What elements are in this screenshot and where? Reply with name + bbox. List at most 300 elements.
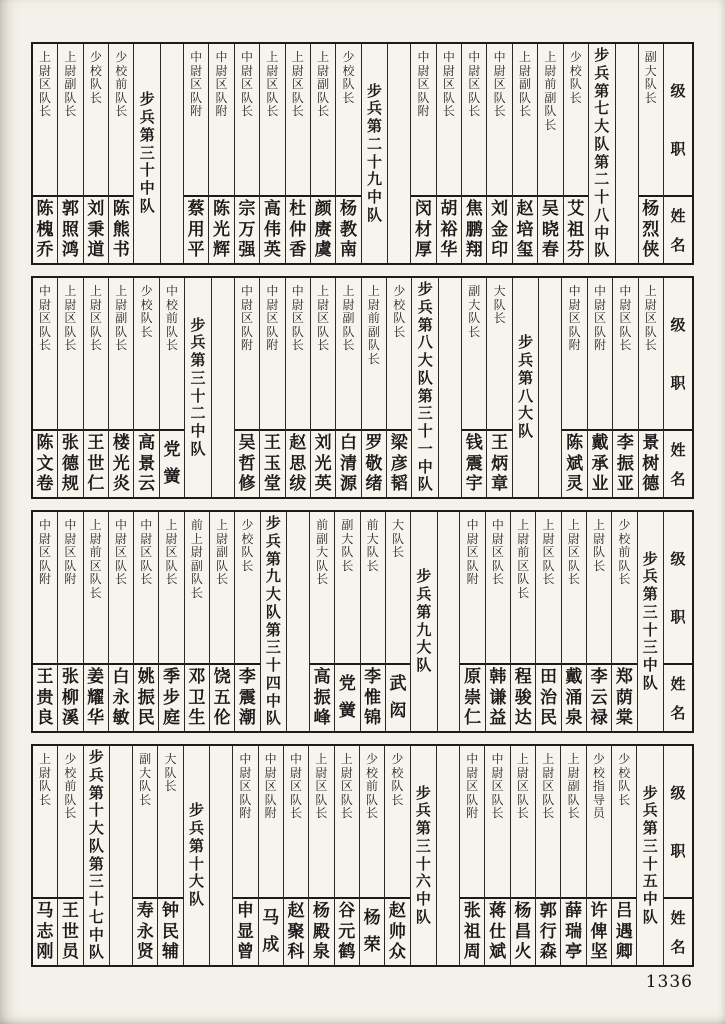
glyph: 区: [89, 311, 102, 326]
glyph: 郑: [615, 667, 633, 688]
glyph: 承: [591, 453, 609, 474]
glyph: 长: [190, 585, 203, 600]
officer-column: [33, 746, 57, 965]
glyph: 步: [642, 549, 658, 568]
glyph: 闵: [414, 199, 432, 220]
glyph: 附: [215, 104, 228, 119]
rank-cell: [235, 44, 259, 195]
glyph: 校: [592, 765, 605, 780]
glyph: 长: [317, 338, 330, 353]
glyph: 陈: [112, 199, 130, 220]
glyph: 区: [542, 545, 555, 560]
unit-title-cell: [411, 512, 437, 731]
glyph: 长: [366, 558, 379, 573]
officer-column: [259, 278, 284, 497]
glyph: 前: [64, 779, 77, 794]
glyph: 长: [342, 338, 355, 353]
glyph: 队: [517, 572, 530, 587]
name-cell: [361, 663, 385, 731]
glyph: 宇: [465, 473, 483, 494]
glyph: 区: [64, 545, 77, 560]
rank-cell: [310, 512, 334, 663]
glyph: 中: [266, 284, 279, 298]
glyph: 辉: [213, 239, 231, 260]
glyph: 薛: [565, 901, 583, 922]
glyph: 玉: [263, 453, 281, 474]
glyph: 宗: [238, 199, 256, 220]
glyph: 附: [264, 806, 277, 821]
glyph: 中: [568, 284, 581, 298]
glyph: 队: [642, 907, 658, 926]
spacer-column: [160, 44, 183, 263]
glyph: 彦: [390, 453, 408, 474]
glyph: 光: [112, 453, 130, 474]
glyph: 上: [644, 284, 657, 298]
name-cell: [386, 663, 410, 731]
name-cell: [58, 429, 82, 497]
name-cell: [209, 195, 233, 263]
glyph: 大: [164, 752, 177, 766]
unit-title-cell: [589, 44, 615, 263]
glyph: 荫: [615, 687, 633, 708]
name-cell: [260, 429, 284, 497]
name-cell: [487, 195, 511, 263]
glyph: 副: [317, 77, 330, 92]
unit-title-column: [361, 44, 388, 263]
glyph: 步: [367, 81, 383, 100]
glyph: 兵: [188, 819, 204, 837]
glyph: 队: [39, 779, 52, 794]
unit-title-column: [411, 278, 438, 497]
glyph: 队: [64, 558, 77, 573]
roster-band: [31, 510, 694, 733]
glyph: 七: [594, 99, 610, 118]
glyph: 校: [618, 531, 631, 546]
name-cell: [33, 897, 57, 965]
glyph: 光: [213, 219, 231, 240]
glyph: 颜: [314, 199, 332, 220]
glyph: 赵: [516, 199, 534, 220]
glyph: 副: [544, 90, 557, 105]
rank-cell: [233, 746, 257, 897]
glyph: 振: [137, 687, 155, 708]
name-cell: [109, 429, 133, 497]
glyph: 中: [491, 518, 504, 532]
glyph: 陈: [36, 199, 54, 220]
name-cell: [335, 897, 359, 965]
rank-cell: [538, 44, 562, 195]
glyph: 附: [190, 104, 203, 119]
glyph: 程: [514, 667, 532, 688]
glyph: 春: [541, 239, 559, 260]
glyph: 尉: [466, 531, 479, 546]
glyph: 中: [39, 284, 52, 298]
glyph: 队: [567, 792, 580, 807]
glyph: 上: [567, 518, 580, 532]
officer-column: [108, 512, 133, 731]
officer-column: [535, 746, 560, 965]
glyph: 长: [567, 572, 580, 587]
glyph: 长: [164, 779, 177, 794]
glyph: 尉: [39, 63, 52, 78]
glyph: 前: [367, 311, 380, 326]
name-cell: [485, 897, 509, 965]
glyph: 队: [64, 792, 77, 807]
name-cell: [587, 663, 611, 731]
glyph: 上: [519, 50, 532, 64]
glyph: 副: [139, 752, 152, 766]
rank-cell: [84, 44, 108, 195]
officer-column: [386, 278, 411, 497]
glyph: 区: [317, 311, 330, 326]
glyph: 材: [414, 219, 432, 240]
officer-column: [385, 512, 410, 731]
name-cell: [286, 195, 310, 263]
glyph: 队: [165, 558, 178, 573]
glyph: 大: [188, 872, 204, 891]
name-cell: [58, 663, 82, 731]
glyph: 尉: [593, 531, 606, 546]
glyph: 元: [338, 921, 356, 942]
glyph: 业: [591, 473, 609, 494]
glyph: 思: [289, 453, 307, 474]
glyph: 校: [366, 765, 379, 780]
glyph: 赵: [289, 433, 307, 454]
glyph: 火: [514, 941, 532, 962]
glyph: 仁: [464, 707, 482, 728]
glyph: 区: [290, 779, 303, 794]
glyph: 许: [590, 901, 608, 922]
glyph: 庭: [163, 707, 181, 728]
rank-cell: [58, 44, 82, 195]
rank-cell: [587, 746, 611, 897]
rank-cell: [485, 746, 509, 897]
glyph: 源: [340, 473, 357, 494]
glyph: 亚: [616, 473, 634, 494]
glyph: 队: [468, 311, 481, 326]
glyph: 长: [165, 338, 178, 353]
glyph: 杨: [642, 199, 660, 220]
glyph: 长: [593, 558, 606, 573]
rank-cell: [536, 746, 560, 897]
officer-column: [132, 746, 157, 965]
glyph: 三: [139, 143, 155, 162]
glyph: 十: [88, 801, 104, 820]
unit-title-cell: [637, 746, 663, 965]
glyph: 队: [466, 792, 479, 807]
name-cell: [33, 195, 57, 263]
glyph: 长: [316, 572, 329, 587]
glyph: 尉: [64, 297, 77, 312]
officer-column: [459, 746, 484, 965]
glyph: 乔: [36, 239, 54, 260]
officer-column: [461, 44, 486, 263]
unit-title-cell: [134, 44, 160, 263]
officer-column: [57, 746, 82, 965]
rank-cell: [361, 512, 385, 663]
unit-title-cell: [185, 278, 211, 497]
glyph: 少: [569, 50, 582, 64]
name-cell: [639, 195, 663, 263]
unit-title-column: [133, 44, 160, 263]
glyph: 王: [263, 433, 281, 454]
glyph: 中: [139, 179, 155, 198]
glyph: 英: [263, 239, 281, 260]
rank-cell: [335, 512, 359, 663]
glyph: 名: [670, 704, 686, 723]
glyph: 名: [670, 470, 686, 489]
glyph: 第: [416, 602, 432, 621]
glyph: 队: [393, 311, 406, 326]
officer-column: [485, 512, 510, 731]
name-cell: [109, 663, 133, 731]
glyph: 尉: [517, 531, 530, 546]
name-cell: [613, 429, 637, 497]
glyph: 队: [544, 104, 557, 119]
glyph: 教: [340, 219, 357, 240]
glyph: 刘: [314, 433, 332, 454]
glyph: 中: [190, 422, 206, 440]
glyph: 附: [417, 104, 430, 119]
glyph: 中: [64, 518, 77, 532]
glyph: 梁: [390, 433, 408, 454]
glyph: 中: [642, 890, 658, 908]
glyph: 队: [240, 324, 253, 339]
glyph: 区: [39, 311, 52, 326]
glyph: 队: [216, 558, 229, 573]
glyph: 香: [289, 239, 307, 260]
glyph: 尉: [542, 765, 555, 780]
glyph: 校: [140, 297, 153, 312]
glyph: 仕: [489, 921, 507, 942]
glyph: 中: [442, 50, 455, 64]
officer-column: [158, 512, 183, 731]
name-header-cell: [664, 195, 692, 263]
glyph: 队: [491, 558, 504, 573]
glyph: 第: [642, 819, 658, 837]
glyph: 谦: [489, 687, 507, 708]
glyph: 高: [138, 433, 156, 454]
rank-cell: [260, 278, 284, 429]
glyph: 尉: [240, 297, 253, 312]
glyph: 尉: [64, 531, 77, 546]
header-column: [663, 44, 692, 263]
glyph: 尉: [264, 765, 277, 780]
glyph: 尉: [266, 297, 279, 312]
glyph: 尉: [417, 63, 430, 78]
spacer-column: [109, 746, 132, 965]
glyph: 前: [165, 311, 178, 326]
unit-title-column: [183, 746, 210, 965]
glyph: 尉: [114, 531, 127, 546]
rank-cell: [33, 278, 57, 429]
officer-column: [57, 512, 82, 731]
rank-cell: [134, 512, 158, 663]
name-cell: [159, 663, 183, 731]
glyph: 戴: [591, 433, 609, 454]
glyph: 厚: [414, 239, 432, 260]
officer-column: [486, 278, 511, 497]
glyph: 谷: [338, 901, 356, 922]
glyph: 副: [468, 284, 481, 298]
glyph: 队: [89, 572, 102, 587]
glyph: 第: [88, 783, 104, 802]
glyph: 长: [542, 572, 555, 587]
name-cell: [462, 195, 486, 263]
glyph: 上: [567, 752, 580, 766]
glyph: 柳: [61, 687, 79, 708]
glyph: 上: [64, 50, 77, 64]
name-cell: [133, 897, 157, 965]
glyph: 队: [88, 836, 104, 855]
glyph: 长: [567, 806, 580, 821]
glyph: 区: [114, 545, 127, 560]
glyph: 队: [64, 324, 77, 339]
glyph: 员: [61, 941, 79, 962]
name-cell: [360, 897, 384, 965]
glyph: 胡: [440, 199, 458, 220]
glyph: 导: [592, 792, 605, 807]
glyph: 尉: [342, 297, 355, 312]
glyph: 队: [115, 324, 128, 339]
glyph: 第: [594, 81, 610, 100]
name-cell: [612, 897, 636, 965]
glyph: 大: [265, 585, 281, 603]
glyph: 队: [190, 572, 203, 587]
glyph: 中: [417, 457, 433, 476]
glyph: 校: [391, 765, 404, 780]
glyph: 步: [190, 315, 206, 334]
glyph: 尉: [593, 297, 606, 312]
glyph: 队: [569, 77, 582, 92]
rank-cell: [639, 278, 663, 429]
glyph: 前: [316, 518, 329, 532]
glyph: 绂: [289, 473, 307, 494]
glyph: 上: [544, 50, 557, 64]
glyph: 长: [618, 792, 631, 807]
spacer-column: [615, 44, 638, 263]
glyph: 队: [342, 324, 355, 339]
officer-column: [310, 44, 335, 263]
name-cell: [562, 663, 586, 731]
name-cell: [134, 429, 158, 497]
glyph: 李: [616, 433, 634, 454]
name-cell: [286, 429, 310, 497]
glyph: 上: [342, 284, 355, 298]
officer-column: [535, 512, 560, 731]
glyph: 长: [544, 117, 557, 132]
glyph: 李: [590, 667, 608, 688]
glyph: 职: [670, 607, 686, 626]
glyph: 钱: [465, 433, 483, 454]
glyph: 队: [239, 792, 252, 807]
glyph: 尉: [340, 765, 353, 780]
unit-title-cell: [261, 512, 287, 731]
rank-header-cell: [664, 278, 692, 429]
glyph: 金: [491, 219, 509, 240]
glyph: 校: [342, 63, 355, 78]
glyph: 三: [265, 638, 281, 657]
unit-title-column: [410, 746, 437, 965]
glyph: 上: [64, 284, 77, 298]
glyph: 队: [39, 324, 52, 339]
glyph: 尉: [491, 531, 504, 546]
officer-column: [183, 44, 208, 263]
glyph: 区: [291, 311, 304, 326]
glyph: 仲: [289, 219, 307, 240]
glyph: 炎: [112, 473, 130, 494]
glyph: 长: [493, 104, 506, 119]
glyph: 少: [393, 284, 406, 298]
glyph: 大: [468, 297, 481, 312]
glyph: 陈: [213, 199, 231, 220]
rank-cell: [639, 44, 663, 195]
glyph: 级: [670, 316, 686, 335]
glyph: 队: [593, 545, 606, 560]
glyph: 第: [188, 836, 204, 855]
glyph: 队: [316, 558, 329, 573]
glyph: 队: [417, 90, 430, 105]
rank-cell: [311, 278, 335, 429]
glyph: 德: [61, 453, 79, 474]
glyph: 第: [642, 585, 658, 603]
glyph: 区: [493, 77, 506, 92]
glyph: 上: [317, 284, 330, 298]
glyph: 敬: [365, 453, 383, 474]
name-cell: [639, 429, 663, 497]
glyph: 韩: [489, 667, 507, 688]
glyph: 长: [39, 338, 52, 353]
glyph: 震: [465, 453, 483, 474]
glyph: 队: [519, 90, 532, 105]
glyph: 长: [391, 545, 404, 560]
rank-cell: [58, 746, 82, 897]
glyph: 步: [415, 783, 431, 802]
officer-column: [285, 44, 310, 263]
glyph: 上: [317, 50, 330, 64]
glyph: 尉: [240, 63, 253, 78]
glyph: 禄: [590, 707, 608, 728]
officer-column: [33, 278, 57, 497]
rank-cell: [158, 746, 182, 897]
glyph: 高: [313, 667, 331, 688]
glyph: 长: [342, 90, 355, 105]
unit-title-column: [637, 512, 664, 731]
officer-column: [232, 746, 257, 965]
glyph: 云: [590, 687, 608, 708]
glyph: 长: [442, 104, 455, 119]
glyph: 少: [618, 518, 631, 532]
glyph: 步: [594, 46, 610, 64]
officer-column: [384, 746, 409, 965]
glyph: 第: [417, 386, 433, 405]
glyph: 副: [644, 50, 657, 64]
glyph: 校: [165, 297, 178, 312]
spacer-column: [209, 746, 232, 965]
glyph: 校: [64, 765, 77, 780]
name-cell: [336, 429, 360, 497]
glyph: 李: [364, 667, 382, 688]
glyph: 中: [417, 50, 430, 64]
glyph: 大: [391, 518, 404, 532]
glyph: 四: [265, 673, 281, 692]
glyph: 长: [569, 90, 582, 105]
glyph: 兵: [642, 801, 658, 820]
glyph: 长: [115, 104, 128, 119]
glyph: 队: [164, 765, 177, 780]
rank-cell: [536, 512, 560, 663]
name-cell: [385, 897, 409, 965]
